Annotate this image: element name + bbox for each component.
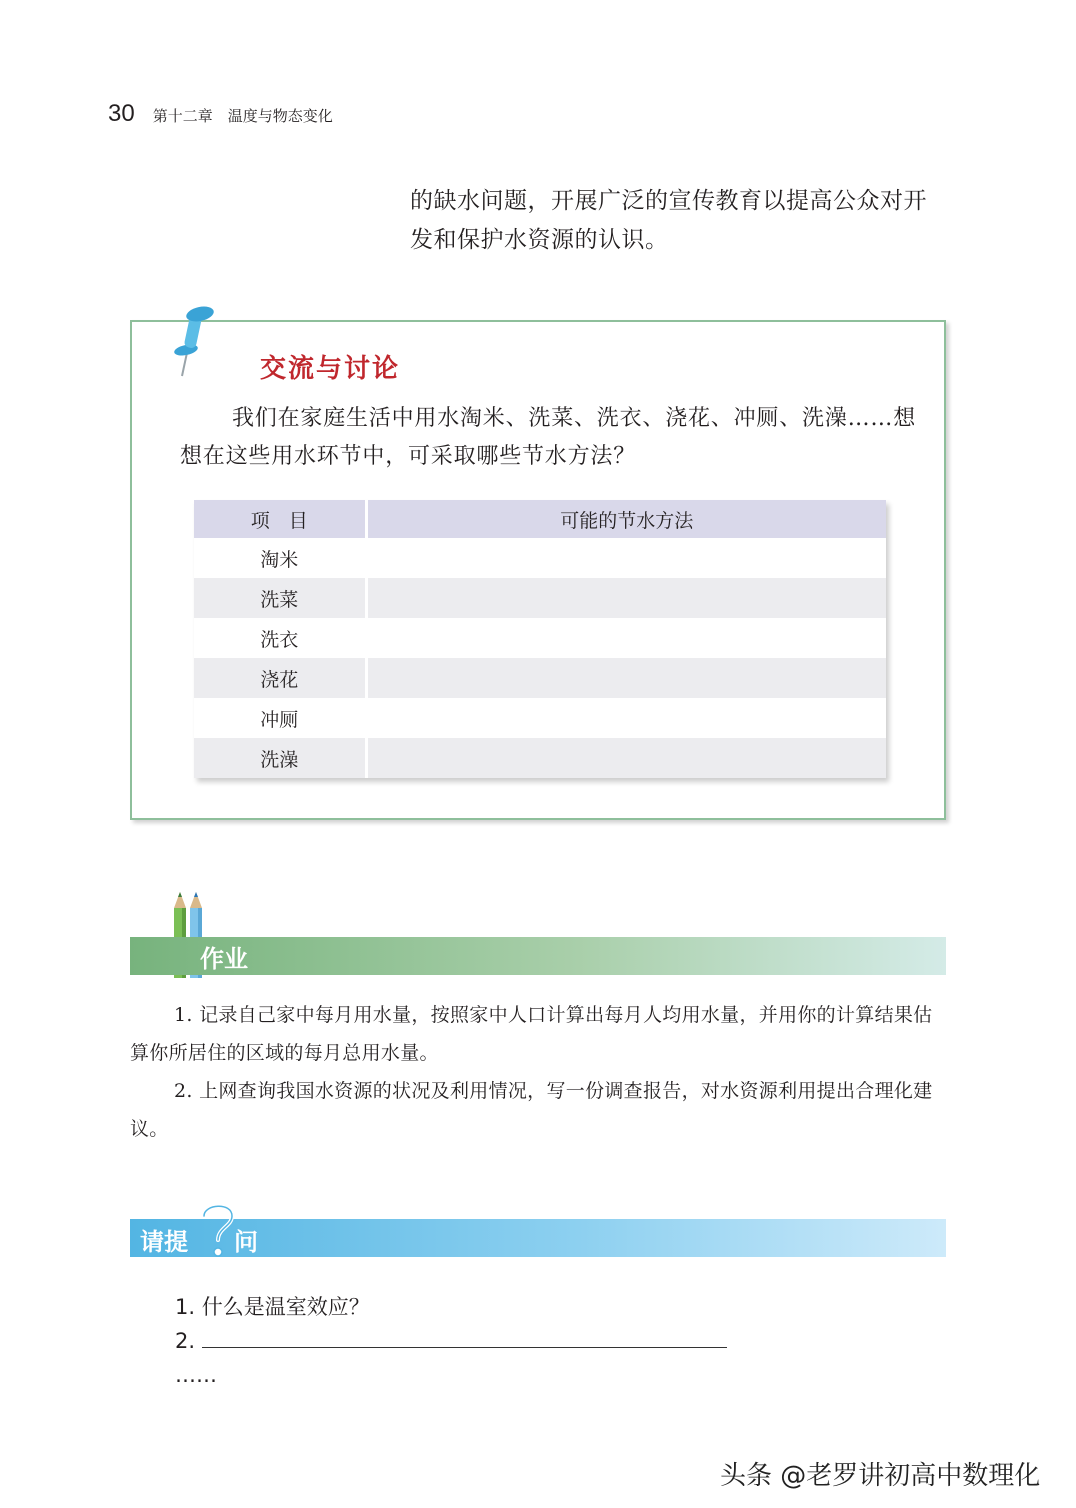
table-row xyxy=(194,618,886,658)
row-item: 洗菜 xyxy=(194,578,366,618)
row-method-cell[interactable] xyxy=(366,618,886,658)
watermark: 头条 @老罗讲初高中数理化 xyxy=(720,1461,1041,1491)
discussion-box xyxy=(130,320,946,820)
row-method-cell[interactable] xyxy=(366,578,886,618)
page-header xyxy=(108,100,333,128)
water-saving-table xyxy=(194,500,886,778)
ask-title-right: 问 xyxy=(234,1228,258,1256)
row-method-cell[interactable] xyxy=(366,658,886,698)
intro-line-1: 的缺水问题，开展广泛的宣传教育以提高公众对开 xyxy=(410,188,927,214)
table-row xyxy=(194,698,886,738)
homework-title: 作业 xyxy=(200,945,248,973)
question-2-blank[interactable] xyxy=(202,1324,727,1348)
homework-banner xyxy=(130,937,946,975)
row-item: 洗澡 xyxy=(194,738,366,778)
page-number: 30 xyxy=(108,100,135,127)
table-row xyxy=(194,738,886,778)
questions-more: …… xyxy=(175,1363,217,1387)
row-item: 冲厕 xyxy=(194,698,366,738)
table-row xyxy=(194,538,886,578)
water-saving-table-wrap xyxy=(194,500,886,778)
intro-paragraph xyxy=(410,182,955,260)
row-method-cell[interactable] xyxy=(366,538,886,578)
ask-title-left: 请提 xyxy=(140,1228,188,1256)
table-row xyxy=(194,578,886,618)
discussion-title: 交流与讨论 xyxy=(260,354,401,384)
row-method-cell[interactable] xyxy=(366,738,886,778)
question-1: 1. 什么是温室效应？ xyxy=(175,1295,370,1319)
question-mark-icon xyxy=(196,1196,240,1262)
question-2-row xyxy=(175,1324,727,1358)
table-header-row xyxy=(194,500,886,538)
questions-list xyxy=(175,1290,727,1392)
homework-item-2: 2. 上网查询我国水资源的状况及利用情况，写一份调查报告，对水资源利用提出合理化建议。 xyxy=(130,1080,933,1140)
chapter-title: 第十二章 温度与物态变化 xyxy=(152,107,333,125)
intro-line-2: 发和保护水资源的认识。 xyxy=(410,227,669,253)
row-item: 洗衣 xyxy=(194,618,366,658)
discussion-text: 我们在家庭生活中用水淘米、洗菜、洗衣、浇花、冲厕、洗澡……想想在这些用水环节中，可采取哪些节水方法？ xyxy=(180,406,917,469)
table-row xyxy=(194,658,886,698)
row-item: 浇花 xyxy=(194,658,366,698)
row-item: 淘米 xyxy=(194,538,366,578)
question-2-prefix: 2. xyxy=(175,1329,202,1353)
homework-item-1: 1. 记录自己家中每月用水量，按照家中人口计算出每月人均用水量，并用你的计算结果估算你所居住的区域的每月总用水量。 xyxy=(130,1004,933,1064)
row-method-cell[interactable] xyxy=(366,698,886,738)
pushpin-icon xyxy=(168,300,228,380)
homework-text xyxy=(130,996,946,1148)
header-methods: 可能的节水方法 xyxy=(366,500,886,538)
header-item: 项 目 xyxy=(194,500,366,538)
ask-banner xyxy=(130,1219,946,1257)
